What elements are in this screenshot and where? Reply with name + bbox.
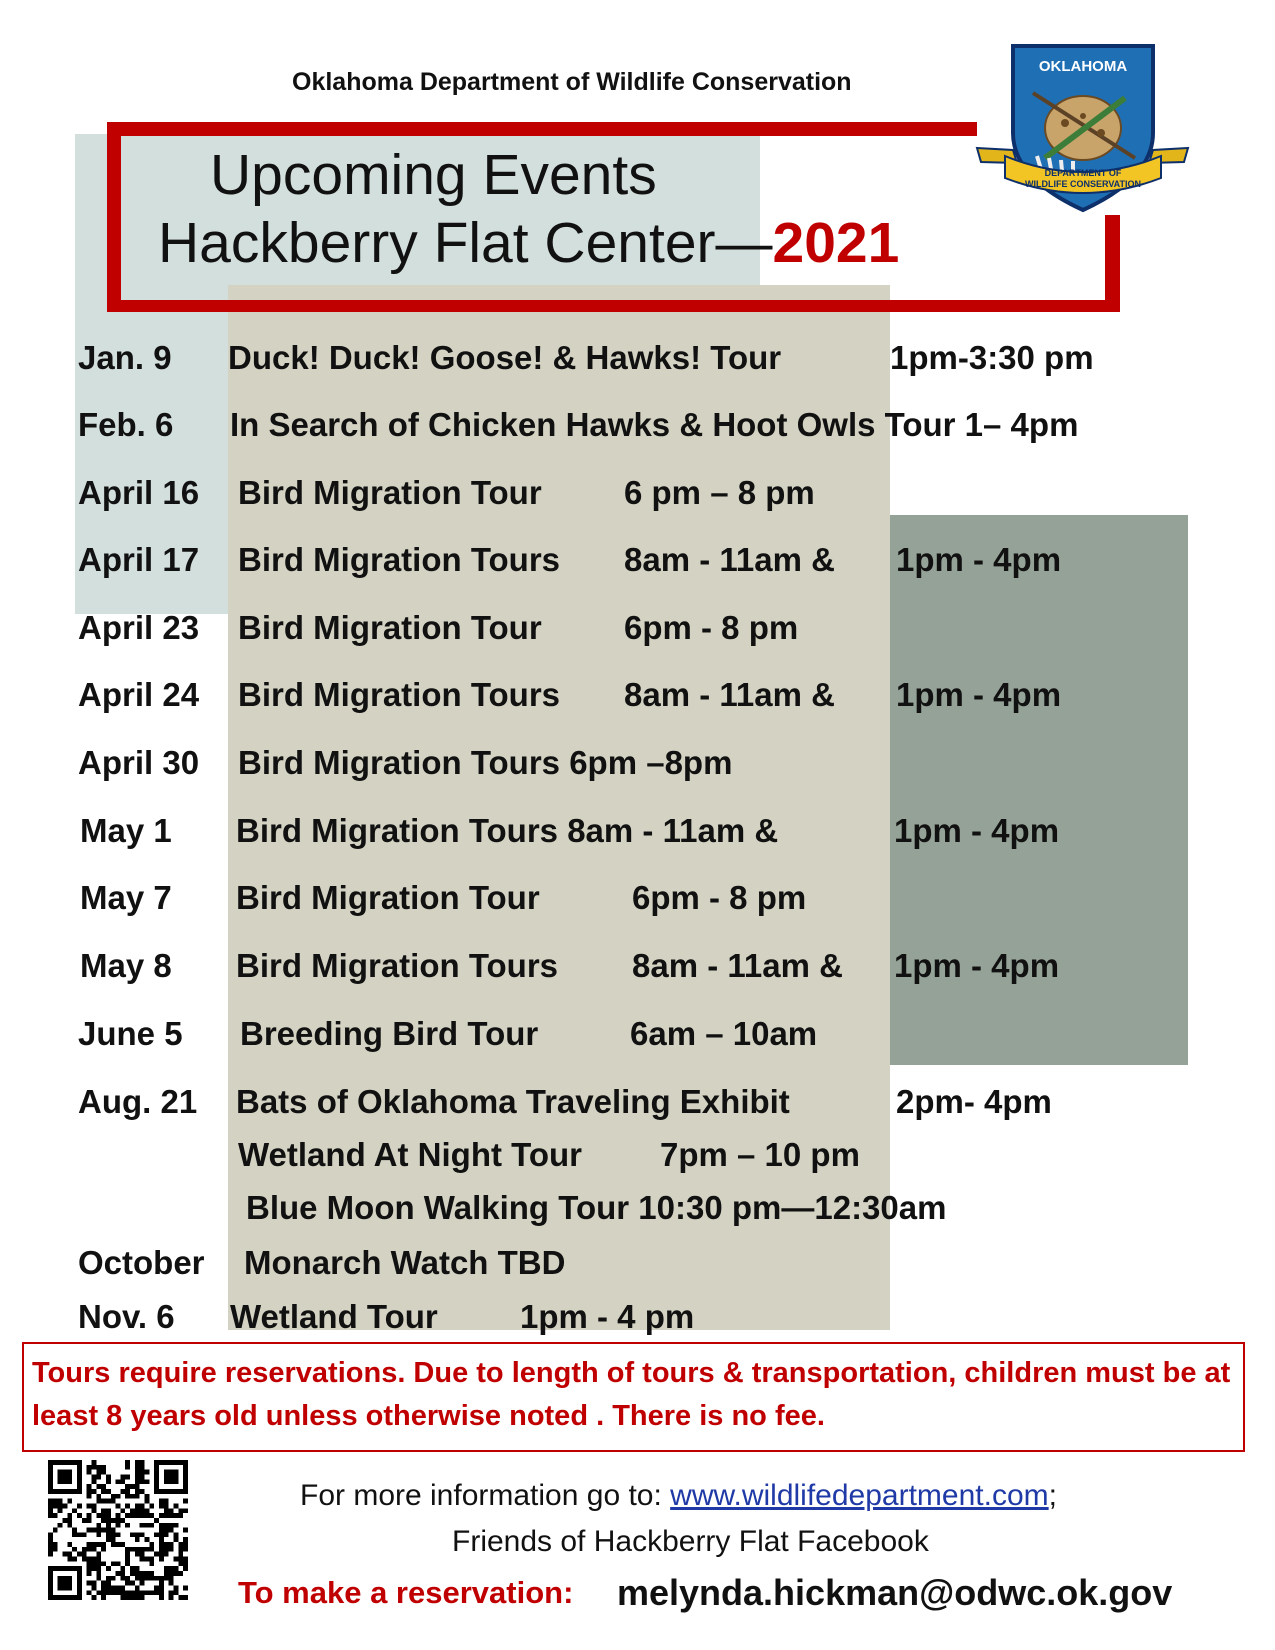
department-name: Oklahoma Department of Wildlife Conservation (292, 68, 852, 96)
event-time: 6pm - 8 pm (624, 609, 799, 646)
event-time-2: 1pm - 4pm (896, 541, 1062, 578)
more-info-suffix: ; (1048, 1479, 1057, 1512)
title-year: 2021 (772, 211, 900, 275)
event-time-2: 1pm - 4pm (896, 676, 1062, 713)
event-time: 8am - 11am & (624, 541, 835, 578)
event-time: 1pm - 4 pm (520, 1298, 695, 1335)
event-date: May 1 (80, 812, 172, 849)
event-time: 6 pm – 8 pm (624, 474, 815, 511)
event-time-2: 1pm - 4pm (894, 812, 1060, 849)
event-date: April 23 (78, 609, 200, 646)
more-info-line (300, 1479, 1057, 1513)
event-date: April 16 (78, 474, 200, 511)
website-link[interactable]: www.wildlifedepartment.com (670, 1479, 1049, 1512)
event-name: In Search of Chicken Hawks & Hoot Owls Tour 1– 4pm (230, 406, 1079, 443)
event-date: May 7 (80, 879, 172, 916)
facebook-line: Friends of Hackberry Flat Facebook (452, 1525, 929, 1558)
event-name: Duck! Duck! Goose! & Hawks! Tour (228, 339, 782, 376)
title-frame-right (1105, 215, 1120, 312)
event-name: Bird Migration Tours (238, 676, 561, 713)
event-date: April 24 (78, 676, 200, 713)
event-name: Bird Migration Tours (238, 541, 561, 578)
reservation-label: To make a reservation: (238, 1575, 574, 1610)
title-frame-left (107, 122, 121, 310)
event-name: Bird Migration Tour (238, 474, 542, 511)
qr-code-icon (48, 1460, 188, 1600)
event-time-2: 1pm - 4pm (894, 947, 1060, 984)
event-time: 2pm- 4pm (896, 1083, 1052, 1120)
event-name: Wetland At Night Tour (238, 1136, 583, 1173)
title-center-name: Hackberry Flat Center— (158, 211, 773, 275)
event-date: Feb. 6 (78, 406, 174, 443)
event-name: Bird Migration Tour (236, 879, 540, 916)
logo-banner-line1: DEPARTMENT OF (1044, 168, 1122, 178)
event-date: May 8 (80, 947, 172, 984)
reservation-email[interactable]: melynda.hickman@odwc.ok.gov (617, 1572, 1173, 1613)
event-date: Aug. 21 (78, 1083, 198, 1120)
event-name: Bird Migration Tour (238, 609, 542, 646)
event-time: 8am - 11am & (624, 676, 835, 713)
title-frame-bottom (107, 300, 1120, 312)
event-name: Bird Migration Tours 6pm –8pm (238, 744, 733, 781)
reservation-notice: Tours require reservations. Due to length of tours & transportation, children must be at least 8 years old unless otherwise noted . There is no fee. (32, 1357, 1231, 1432)
event-time: 7pm – 10 pm (660, 1136, 860, 1173)
event-name: Bats of Oklahoma Traveling Exhibit (236, 1083, 790, 1120)
logo-banner-line2: WILDLIFE CONSERVATION (1025, 179, 1141, 189)
event-time: 6pm - 8 pm (632, 879, 807, 916)
event-date: April 30 (78, 744, 200, 781)
oklahoma-seal-icon (975, 38, 1190, 216)
event-date: June 5 (78, 1015, 183, 1052)
event-name: Wetland Tour (230, 1298, 438, 1335)
event-date: Jan. 9 (78, 339, 172, 376)
event-name: Bird Migration Tours 8am - 11am & (236, 812, 779, 849)
event-name: Bird Migration Tours (236, 947, 559, 984)
event-time: 8am - 11am & (632, 947, 843, 984)
more-info-prefix: For more information go to: (300, 1479, 671, 1512)
event-date: October (78, 1244, 205, 1281)
page-title-line2 (158, 210, 899, 276)
event-date: April 17 (78, 541, 200, 578)
title-frame-top (107, 122, 977, 136)
event-name: Breeding Bird Tour (240, 1015, 539, 1052)
logo-top-text: OKLAHOMA (1038, 58, 1128, 75)
page-title-line1: Upcoming Events (210, 143, 657, 207)
event-name: Blue Moon Walking Tour 10:30 pm—12:30am (246, 1189, 947, 1226)
event-date: Nov. 6 (78, 1298, 175, 1335)
event-time: 1pm-3:30 pm (890, 339, 1094, 376)
event-name: Monarch Watch TBD (244, 1244, 566, 1281)
event-time: 6am – 10am (630, 1015, 818, 1052)
